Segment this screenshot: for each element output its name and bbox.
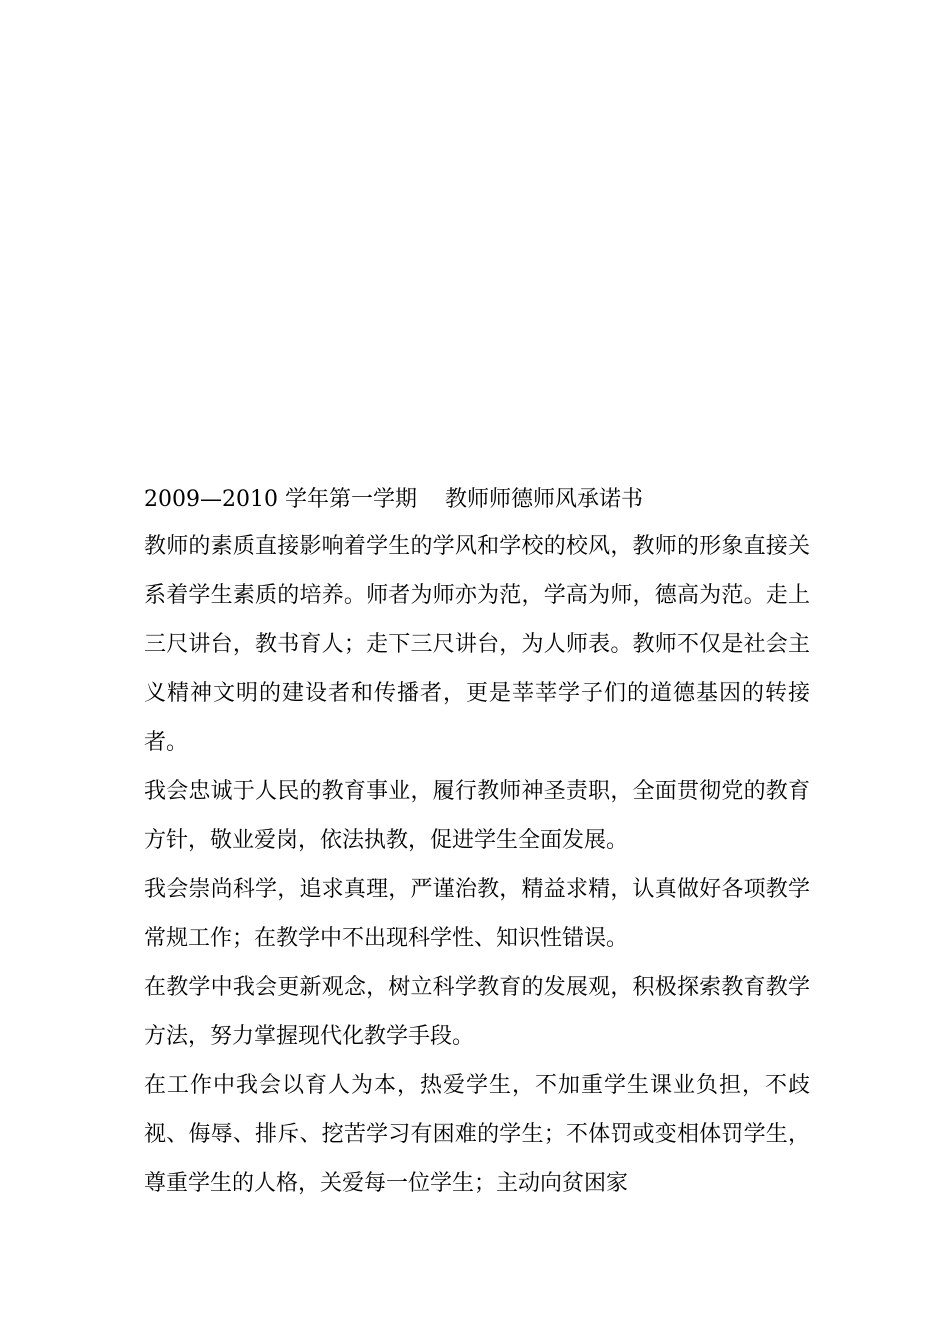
paragraph-pledge-1: 我会忠诚于人民的教育事业，履行教师神圣责职，全面贯彻党的教育方针，敬业爱岗，依法执教，促进学生全面发展。 xyxy=(144,779,810,853)
paragraph-intro: 教师的素质直接影响着学生的学风和学校的校风，教师的形象直接关系着学生素质的培养。师者为师亦为范，学高为师，德高为范。走上三尺讲台，教书育人；走下三尺讲台，为人师表。教师不仅是社会主义精神文明的建设者和传播者，更是莘莘学子们的道德基因的转接者。 xyxy=(144,534,810,755)
document-body xyxy=(144,478,810,1208)
paragraph-pledge-3: 在教学中我会更新观念，树立科学教育的发展观，积极探索教育教学方法，努力掌握现代化教学手段。 xyxy=(144,975,810,1049)
document-title xyxy=(144,478,810,522)
paragraph-pledge-2: 我会崇尚科学，追求真理，严谨治教，精益求精，认真做好各项教学常规工作；在教学中不出现科学性、知识性错误。 xyxy=(144,877,810,951)
paragraph-pledge-4: 在工作中我会以育人为本，热爱学生，不加重学生课业负担，不歧视、侮辱、排斥、挖苦学习有困难的学生；不体罚或变相体罚学生，尊重学生的人格，关爱每一位学生；主动向贫困家 xyxy=(144,1073,810,1196)
title-year: 2009—2010 学年第一学期 xyxy=(144,487,417,512)
title-name: 教师师德师风承诺书 xyxy=(444,487,643,512)
